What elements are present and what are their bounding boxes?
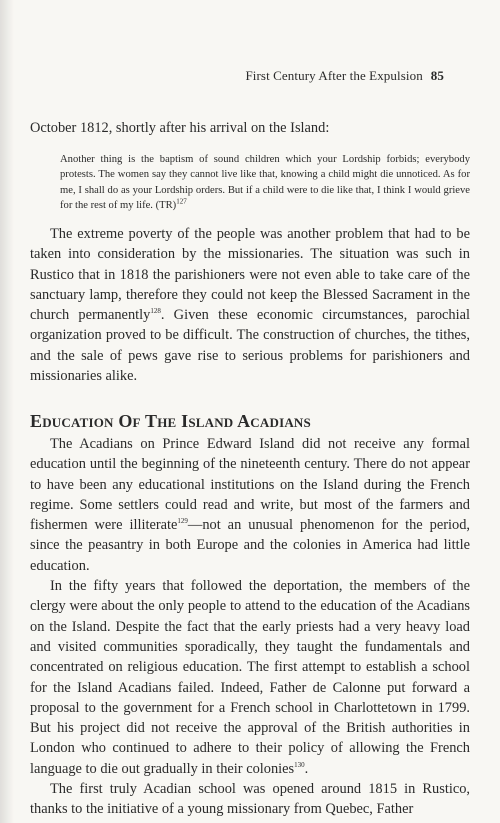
paragraph bbox=[30, 224, 470, 386]
quote-text bbox=[60, 152, 470, 214]
page-number: 85 bbox=[430, 68, 444, 83]
paragraph-text: In the fifty years that followed the deportation, the members of the clergy were about the only people to attend to the education of the Acadians on the Island. Despite the fact that the early priests had a very heavy load and visited communities sporadically, they taught the fundamentals and concentrated on religious education. The first attempt to establish a school for the Island Acadians failed. Indeed, Father de Calonne put forward a proposal to the government for a French school in Charlottetown in 1799. But his project did not receive the approval of the British authorities in London who continued to adhere to their policy of allowing the French language to die out gradually in their colonies bbox=[30, 578, 470, 777]
paragraph-text: The extreme poverty of the people was another problem that had to be taken into consideration by the missionaries. The situation was such in Rustico that in 1818 the parishioners were not even able to take care of the sanctuary lamp, therefore they could not keep the Blessed Sacrament in the church permanently bbox=[30, 226, 470, 324]
block-quote bbox=[60, 152, 470, 214]
footnote-ref-129: 129 bbox=[177, 517, 188, 526]
footnote-ref-130: 130 bbox=[294, 760, 305, 769]
quote-body: Another thing is the baptism of sound children which your Lordship forbids; everybody protests. The women say they cannot live like that, knowing a child might die unnoticed. As for me, I shall do as your Lordship orders. But if a child were to die like that, I think I would grieve for the rest of my life. (TR) bbox=[60, 154, 470, 212]
paragraph-text: The Acadians on Prince Edward Island did not receive any formal education until the beginning of the nineteenth century. There do not appear to have been any educational institutions on the Island during the French regime. Some settlers could read and write, but most of the farmers and fishermen were illiterate bbox=[30, 436, 470, 534]
paragraph-text-cont: . bbox=[304, 760, 309, 777]
footnote-ref-128: 128 bbox=[150, 307, 161, 316]
paragraph-text-cont: . Given these economic circumstances, parochial organization proved to be difficult. The construction of churches, the tithes, and the sale of pews gave rise to serious problems for parishioners and missionaries alike. bbox=[30, 307, 470, 385]
paragraph-text: The first truly Acadian school was opened around 1815 in Rustico, thanks to the initiative of a young missionary from Quebec, Father bbox=[30, 781, 470, 818]
binding-gutter-shadow bbox=[0, 0, 14, 823]
paragraph-first-school bbox=[30, 779, 470, 820]
lead-line: October 1812, shortly after his arrival on the Island: bbox=[30, 120, 330, 136]
footnote-ref-127: 127 bbox=[176, 197, 187, 206]
section-body bbox=[30, 434, 470, 820]
paragraph-text-cont: —not an unusual phenomenon for the period, since the peasantry in both Europe and the colonies in America had little education. bbox=[30, 517, 471, 574]
running-header bbox=[245, 68, 444, 84]
paragraph-clergy bbox=[30, 576, 470, 779]
lead-paragraph bbox=[30, 118, 470, 138]
running-title: First Century After the Expulsion bbox=[245, 68, 423, 83]
paragraph-poverty bbox=[30, 224, 470, 386]
paragraph-formal-education bbox=[30, 434, 470, 576]
section-heading: Education Of The Island Acadians bbox=[30, 410, 311, 431]
